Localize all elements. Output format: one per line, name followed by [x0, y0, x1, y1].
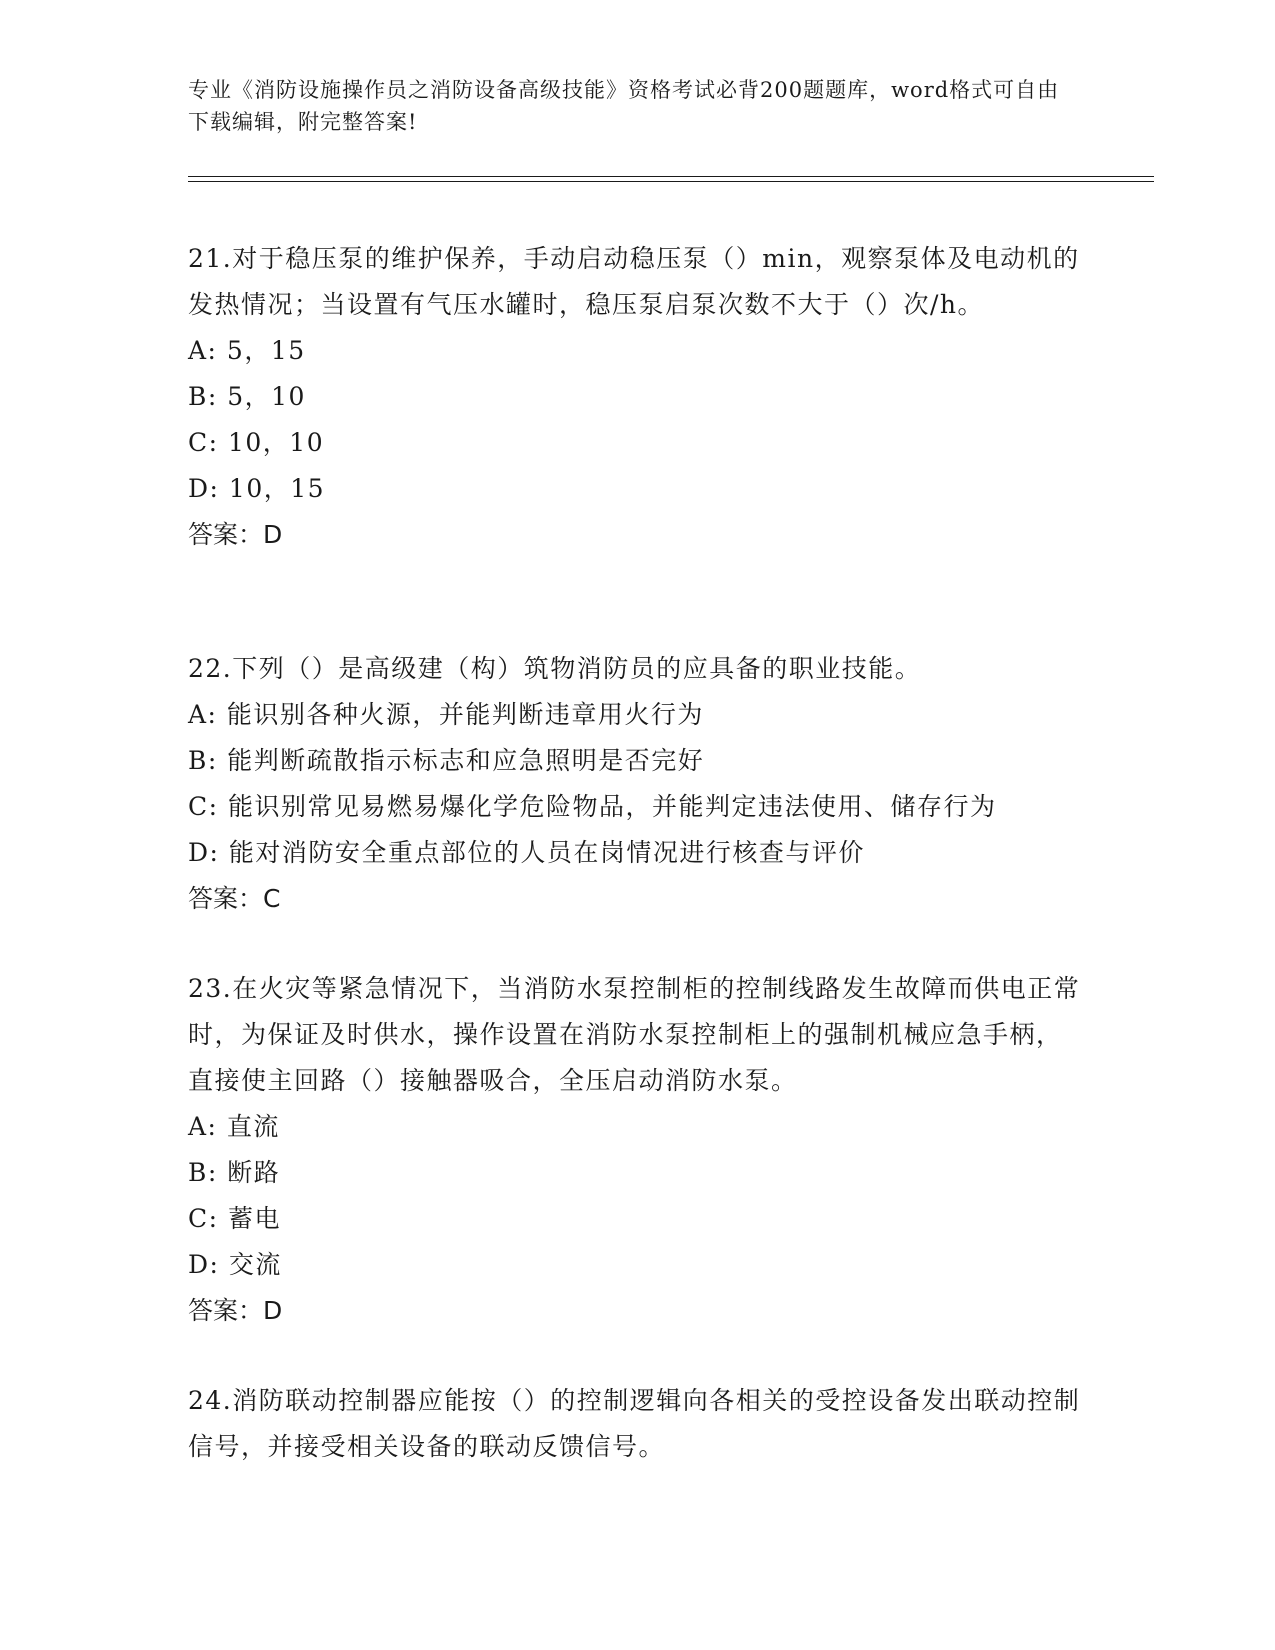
question-24 [188, 1378, 1088, 1470]
question-text: 22.下列（）是高级建（构）筑物消防员的应具备的职业技能。 [188, 654, 922, 683]
question-21 [188, 236, 1088, 558]
header-divider-bottom [188, 181, 1154, 182]
option-b: B: 5，10 [188, 382, 306, 411]
option-d: D: 10，15 [188, 474, 326, 503]
question-text: 21.对于稳压泵的维护保养，手动启动稳压泵（）min，观察泵体及电动机的发热情况；当设置有气压水罐时，稳压泵启泵次数不大于（）次/h。 [188, 244, 1080, 319]
answer: 答案：D [188, 1296, 283, 1325]
option-c: C: 蓄电 [188, 1204, 281, 1233]
question-22 [188, 646, 1088, 922]
answer: 答案：D [188, 520, 283, 549]
option-b: B: 断路 [188, 1158, 281, 1187]
option-b: B: 能判断疏散指示标志和应急照明是否完好 [188, 746, 705, 775]
option-d: D: 交流 [188, 1250, 282, 1279]
option-c: C: 能识别常见易燃易爆化学危险物品，并能判定违法使用、储存行为 [188, 792, 997, 821]
option-c: C: 10，10 [188, 428, 325, 457]
document-intro: 专业《消防设施操作员之消防设备高级技能》资格考试必背200题题库，word格式可自由下载编辑，附完整答案! [188, 78, 1060, 134]
option-a: A: 5，15 [188, 336, 306, 365]
option-d: D: 能对消防安全重点部位的人员在岗情况进行核查与评价 [188, 838, 865, 867]
option-a: A: 能识别各种火源，并能判断违章用火行为 [188, 700, 704, 729]
question-text: 24.消防联动控制器应能按（）的控制逻辑向各相关的受控设备发出联动控制信号，并接受相关设备的联动反馈信号。 [188, 1386, 1081, 1461]
question-text: 23.在火灾等紧急情况下，当消防水泵控制柜的控制线路发生故障而供电正常时，为保证及时供水，操作设置在消防水泵控制柜上的强制机械应急手柄，直接使主回路（）接触器吸合，全压启动消防水泵。 [188, 974, 1081, 1095]
header-divider-top [188, 176, 1154, 177]
answer: 答案：C [188, 884, 281, 913]
question-23 [188, 966, 1088, 1334]
option-a: A: 直流 [188, 1112, 280, 1141]
